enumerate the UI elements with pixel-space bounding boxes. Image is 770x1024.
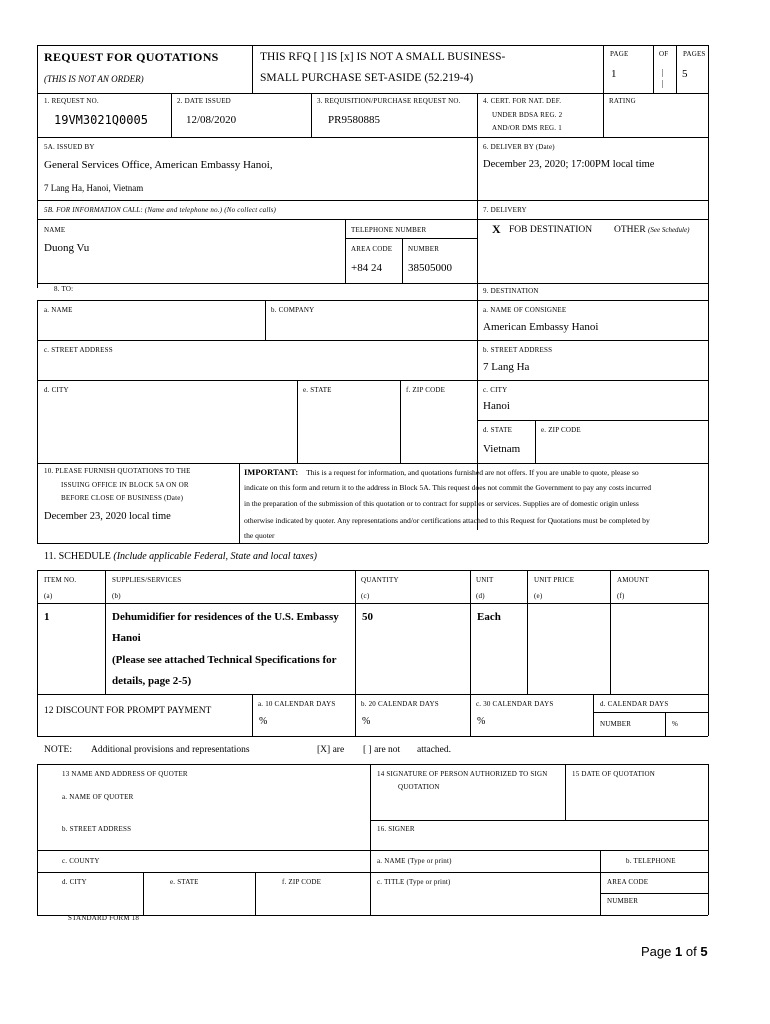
col-header-unit: UNIT [476,576,494,584]
col-header-item-no: ITEM NO. [44,576,77,584]
cert-line1: 4. CERT. FOR NAT. DEF. [483,97,562,105]
of-mark: | [662,68,664,77]
col-header-unit-price: UNIT PRICE [534,576,575,584]
to-company-label: b. COMPANY [271,306,315,314]
page-total: 5 [700,944,708,959]
to-zip-label: f. ZIP CODE [406,386,446,394]
col-header-quantity: QUANTITY [361,576,399,584]
dest-street-value[interactable]: 7 Lang Ha [483,361,530,373]
to-city-label: d. CITY [44,386,69,394]
to-name-label: a. NAME [44,306,73,314]
important-block [244,467,639,477]
signer-area-code-label[interactable]: AREA CODE [607,878,649,886]
discount-label: 12 DISCOUNT FOR PROMPT PAYMENT [44,706,212,716]
destination-label: 9. DESTINATION [483,287,539,295]
quoter-zip-label[interactable]: f. ZIP CODE [282,878,322,886]
page-label: PAGE [610,50,629,58]
note-attached: attached. [417,745,452,755]
page-indicator [641,944,708,959]
delivery-label: 7. DELIVERY [483,206,527,214]
date-issued-label: 2. DATE ISSUED [177,97,231,105]
request-no-value[interactable]: 19VM3021Q0005 [54,113,148,127]
discount-b-label: b. 20 CALENDAR DAYS [361,700,439,708]
fob-destination-label: FOB DESTINATION [509,225,593,235]
item-desc-line3[interactable]: (Please see attached Technical Specifications for [112,654,337,666]
area-code-value[interactable]: +84 24 [351,262,382,274]
important-line3: in the preparation of the submission of this quotation or to contract for supplies or services. Supplies are of domestic origin unless [244,499,639,508]
quoter-street-label[interactable]: b. STREET ADDRESS [62,825,132,833]
page-current: 1 [675,944,683,959]
date-issued-value[interactable]: 12/08/2020 [186,114,237,126]
signer-label: 16. SIGNER [377,825,415,833]
cert-line2: UNDER BDSA REG. 2 [492,111,563,119]
important-label: IMPORTANT: [244,467,299,477]
of-mark-2: | [662,79,664,88]
deliver-by-label: 6. DELIVER BY (Date) [483,143,555,151]
other-note: (See Schedule) [648,226,690,234]
dest-city-value[interactable]: Hanoi [483,400,510,412]
of-label: OF [659,50,669,58]
requisition-label: 3. REQUISITION/PURCHASE REQUEST NO. [317,97,461,105]
discount-c-pct[interactable]: % [477,716,486,727]
note-text: Additional provisions and representations [91,745,250,755]
discount-d-number-label: NUMBER [600,720,632,728]
furnish-line2: ISSUING OFFICE IN BLOCK 5A ON OR [61,481,189,489]
dest-state-value[interactable]: Vietnam [483,443,521,455]
to-state-label: e. STATE [303,386,332,394]
quotation-date-label[interactable]: 15 DATE OF QUOTATION [572,770,655,778]
item-no-value[interactable]: 1 [44,611,50,623]
item-quantity-value[interactable]: 50 [362,611,373,623]
important-line1: This is a request for information, and quotations furnished are not offers. If you are unable to quote, please so [306,468,639,477]
discount-d-pct[interactable]: % [672,720,679,728]
discount-d-label: d. CALENDAR DAYS [600,700,669,708]
note-are-not-checkbox[interactable]: [ ] are not [363,745,401,755]
item-desc-line4[interactable]: details, page 2-5) [112,675,192,687]
consignee-value[interactable]: American Embassy Hanoi [483,321,599,333]
to-street-label: c. STREET ADDRESS [44,346,113,354]
rating-label: RATING [609,97,636,105]
furnish-line3: BEFORE CLOSE OF BUSINESS (Date) [61,494,184,502]
discount-a-pct[interactable]: % [259,716,268,727]
cert-line3: AND/OR DMS REG. 1 [492,124,562,132]
area-code-label: AREA CODE [351,245,393,253]
consignee-label: a. NAME OF CONSIGNEE [483,306,567,314]
deliver-by-value[interactable]: December 23, 2020; 17:00PM local time [483,159,655,170]
item-desc-line1[interactable]: Dehumidifier for residences of the U.S. Embassy [112,611,339,623]
schedule-title-text: 11. SCHEDULE [44,551,111,562]
schedule-title-note: (Include applicable Federal, State and local taxes) [113,551,317,562]
form-subtitle: (THIS IS NOT AN ORDER) [44,74,144,84]
quoter-name-label[interactable]: a. NAME OF QUOTER [62,793,134,801]
note-label: NOTE: [44,745,72,755]
important-line2: indicate on this form and return it to the address in Block 5A. This request does not commit the Government to pay any costs incurred [244,483,652,492]
furnish-date[interactable]: December 23, 2020 local time [44,511,171,522]
signer-number-label[interactable]: NUMBER [607,897,639,905]
quoter-state-label[interactable]: e. STATE [170,878,199,886]
col-header-amount: AMOUNT [617,576,649,584]
issued-by-label: 5A. ISSUED BY [44,143,95,151]
discount-b-pct[interactable]: % [362,716,371,727]
number-label: NUMBER [408,245,440,253]
dest-state-label: d. STATE [483,426,513,434]
quoter-name-address-label: 13 NAME AND ADDRESS OF QUOTER [62,770,188,778]
signature-label-line2: QUOTATION [398,783,440,791]
standard-form-label: STANDARD FORM 18 [68,914,140,922]
col-header-supplies: SUPPLIES/SERVICES [112,576,182,584]
requisition-value[interactable]: PR9580885 [328,114,380,126]
contact-name-label: NAME [44,226,66,234]
discount-c-label: c. 30 CALENDAR DAYS [476,700,554,708]
item-desc-line2[interactable]: Hanoi [112,632,141,644]
signer-telephone-label: b. TELEPHONE [626,857,676,865]
furnish-line1: 10. PLEASE FURNISH QUOTATIONS TO THE [44,467,191,475]
col-sub-amount: (f) [617,592,625,600]
quoter-city-label[interactable]: d. CITY [62,878,87,886]
schedule-title [44,551,317,562]
pages-label: PAGES [683,50,706,58]
col-sub-quantity: (c) [361,592,370,600]
pages-value: 5 [682,68,688,80]
dest-city-label: c. CITY [483,386,508,394]
to-label: 8. TO: [54,285,74,293]
discount-a-label: a. 10 CALENDAR DAYS [258,700,336,708]
col-sub-supplies: (b) [112,592,121,600]
issued-by-line2[interactable]: 7 Lang Ha, Hanoi, Vietnam [44,183,144,193]
col-sub-unit-price: (e) [534,592,543,600]
dest-street-label: b. STREET ADDRESS [483,346,553,354]
col-sub-unit: (d) [476,592,485,600]
page-of: of [685,944,697,959]
request-no-label: 1. REQUEST NO. [44,97,99,105]
important-line5: the quoter [244,531,275,540]
signer-title-label[interactable]: c. TITLE (Type or print) [377,878,451,886]
page-value: 1 [611,68,617,80]
set-aside-line2: SMALL PURCHASE SET-ASIDE (52.219-4) [260,72,474,84]
contact-name-value[interactable]: Duong Vu [44,242,90,254]
item-unit-value[interactable]: Each [477,611,501,623]
form-title: REQUEST FOR QUOTATIONS [44,50,219,64]
signer-name-label[interactable]: a. NAME (Type or print) [377,857,452,865]
phone-number-value[interactable]: 38505000 [408,262,452,274]
page-prefix: Page [641,944,672,959]
signature-label-line1[interactable]: 14 SIGNATURE OF PERSON AUTHORIZED TO SIGN [377,770,548,778]
col-sub-item-no: (a) [44,592,53,600]
note-are-checkbox[interactable]: [X] are [317,745,345,755]
important-line4: otherwise indicated by quoter. Any representations and/or certifications attached to this Request for Quotations must be completed by [244,516,650,525]
fob-x-mark[interactable]: X [492,222,501,236]
dest-zip-label: e. ZIP CODE [541,426,581,434]
info-call-label: 5B. FOR INFORMATION CALL: (Name and telephone no.) (No collect calls) [44,206,277,214]
set-aside-line1: THIS RFQ [ ] IS [x] IS NOT A SMALL BUSINESS- [260,51,506,63]
issued-by-line1[interactable]: General Services Office, American Embassy Hanoi, [44,159,273,171]
quoter-county-label[interactable]: c. COUNTY [62,857,100,865]
telephone-label: TELEPHONE NUMBER [351,226,427,234]
other-label: OTHER [614,225,646,235]
